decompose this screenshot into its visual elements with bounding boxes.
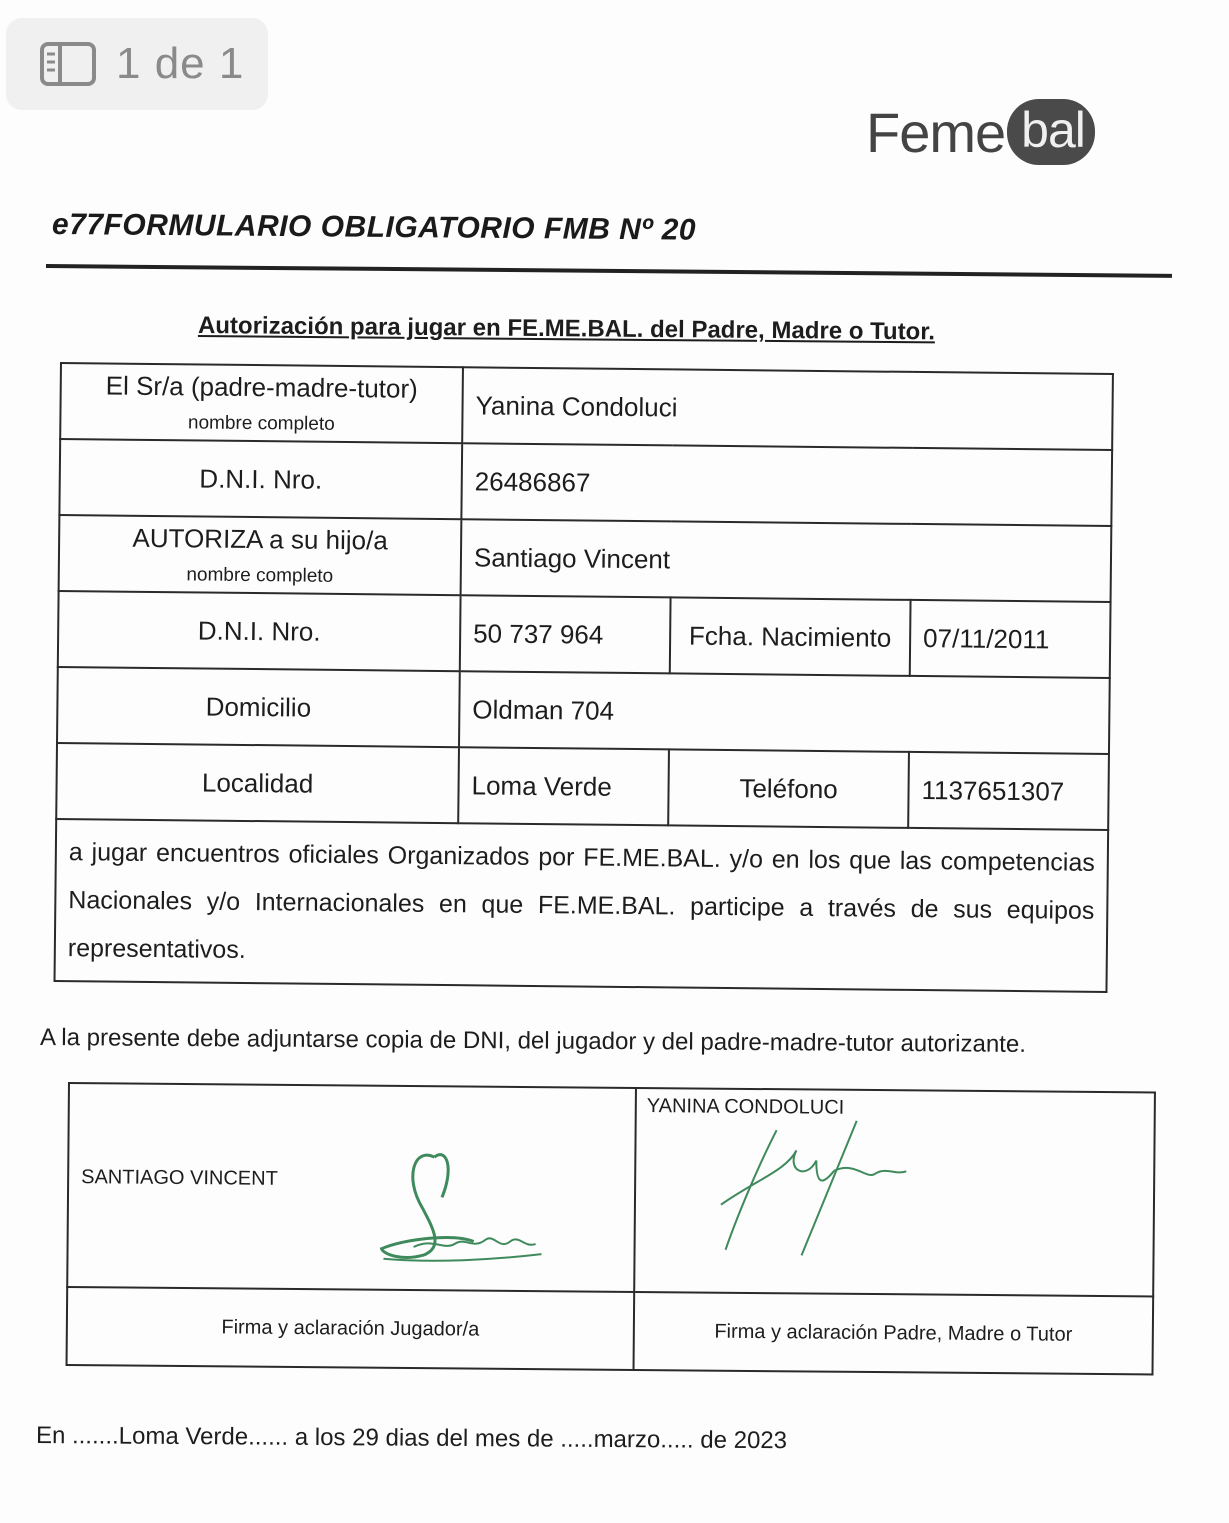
- birth-date-field: 07/11/2011: [910, 600, 1111, 678]
- birth-date-label: Fcha. Nacimiento: [670, 597, 911, 676]
- table-row: [67, 1083, 1155, 1296]
- parent-name-field: Yanina Condoluci: [462, 367, 1113, 450]
- phone-field: 1137651307: [908, 752, 1109, 830]
- parent-signature-box: [634, 1088, 1155, 1297]
- parent-label-cell: [60, 363, 463, 443]
- form-subtitle: Autorización para jugar en FE.ME.BAL. del Padre, Madre o Tutor.: [197, 312, 936, 346]
- child-dni-field: 50 737 964: [460, 595, 671, 673]
- authorization-paragraph: a jugar encuentros oficiales Organizados por FE.ME.BAL. y/o en los que las competencias Nacionales y/o Internacionales en que FE.ME.BAL. participe a través de sus equipos representativos.: [55, 819, 1109, 992]
- parent-dni-field: 26486867: [461, 443, 1112, 526]
- table-row: [55, 819, 1109, 992]
- form-title: e77FORMULARIO OBLIGATORIO FMB Nº 20: [51, 208, 697, 247]
- parent-label: El Sr/a (padre-madre-tutor): [105, 369, 418, 404]
- city-field: Loma Verde: [458, 747, 669, 825]
- table-row: [58, 591, 1111, 678]
- authorization-table: [54, 362, 1114, 993]
- date-place-line: En .......Loma Verde...... a los 29 dias del mes de .....marzo..... de 2023: [35, 1422, 788, 1455]
- page-indicator-text: 1 de 1: [116, 39, 245, 88]
- child-dni-label: D.N.I. Nro.: [58, 591, 461, 671]
- table-row: [60, 363, 1113, 450]
- sidebar-panel-icon: [40, 42, 96, 86]
- player-printed-name: SANTIAGO VINCENT: [81, 1166, 278, 1190]
- logo-text-pill: bal: [1007, 99, 1095, 165]
- parent-signature-caption: Firma y aclaración Padre, Madre o Tutor: [634, 1292, 1154, 1375]
- city-label: Localidad: [56, 743, 459, 823]
- child-name-field: Santiago Vincent: [461, 519, 1112, 602]
- parent-sublabel: nombre completo: [187, 411, 335, 435]
- table-row: [57, 667, 1110, 754]
- phone-label: Teléfono: [668, 749, 909, 828]
- child-sublabel: nombre completo: [186, 563, 334, 587]
- table-row: [56, 743, 1109, 830]
- table-row: [59, 439, 1112, 526]
- signature-table: [66, 1082, 1156, 1375]
- parent-dni-label: D.N.I. Nro.: [59, 439, 462, 519]
- address-field: Oldman 704: [459, 671, 1110, 754]
- attachment-note: A la presente debe adjuntarse copia de DNI, del jugador y del padre-madre-tutor autorizante.: [39, 1024, 1027, 1058]
- player-signature-caption: Firma y aclaración Jugador/a: [67, 1287, 635, 1370]
- player-signature-box: [67, 1083, 636, 1292]
- player-signature-image: [373, 1137, 554, 1269]
- title-divider: [46, 264, 1172, 278]
- parent-printed-name: YANINA CONDOLUCI: [646, 1095, 845, 1119]
- address-label: Domicilio: [57, 667, 460, 747]
- child-label-cell: [59, 515, 462, 595]
- page-indicator[interactable]: [6, 18, 268, 110]
- parent-signature-image: [715, 1110, 916, 1262]
- femebal-logo: [866, 92, 1095, 172]
- table-row: [67, 1287, 1154, 1374]
- table-row: [59, 515, 1112, 602]
- logo-text-main: Feme: [866, 100, 1006, 164]
- child-label: AUTORIZA a su hijo/a: [132, 522, 388, 555]
